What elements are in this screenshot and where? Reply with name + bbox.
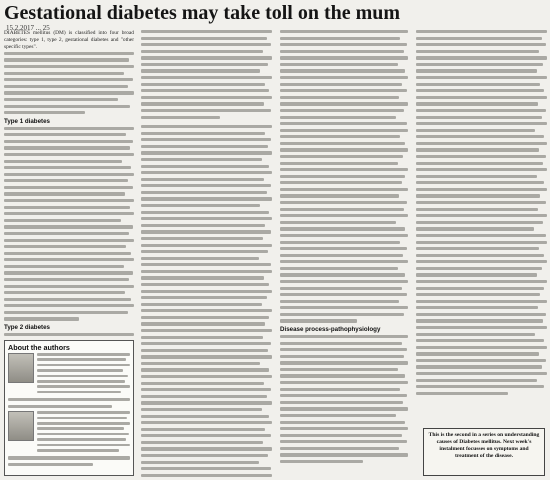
author-photo [8, 411, 34, 441]
series-note-text: This is the second in a series on understanding causes of Diabetes mellitus. Next week's instalment focusses on symptoms and treatment of the disease. [428, 432, 540, 459]
section-heading: Type 2 diabetes [4, 324, 50, 332]
author-entry [5, 411, 133, 454]
text-block [280, 335, 408, 463]
author-bio-continued [5, 396, 133, 408]
section-heading: Disease process-pathophysiology [280, 326, 381, 334]
series-note-box [423, 428, 545, 476]
section-heading: Type 1 diabetes [4, 117, 50, 125]
text-block [141, 125, 272, 478]
text-block [4, 127, 134, 321]
author-entry [5, 353, 133, 396]
page-title: Gestational diabetes may take toll on the mum [4, 2, 401, 24]
text-block [280, 30, 408, 323]
article-column-2 [141, 30, 272, 478]
author-box [4, 340, 134, 476]
author-box-title: About the authors [8, 343, 70, 352]
author-bio [37, 411, 130, 454]
article-column-3 [280, 30, 408, 478]
article-column-4 [416, 30, 547, 478]
intro-paragraph: DIABETES mellitus (DM) is classified into four broad categories: type 1, type 2, gestational diabetes and "other specific types". [4, 30, 134, 50]
publication-date: 15.2.2017 ... 25 [6, 24, 50, 32]
text-block [4, 52, 134, 114]
text-block [416, 30, 547, 395]
text-block [141, 30, 272, 119]
author-bio-continued [5, 454, 133, 466]
author-bio [37, 353, 130, 396]
author-photo [8, 353, 34, 383]
